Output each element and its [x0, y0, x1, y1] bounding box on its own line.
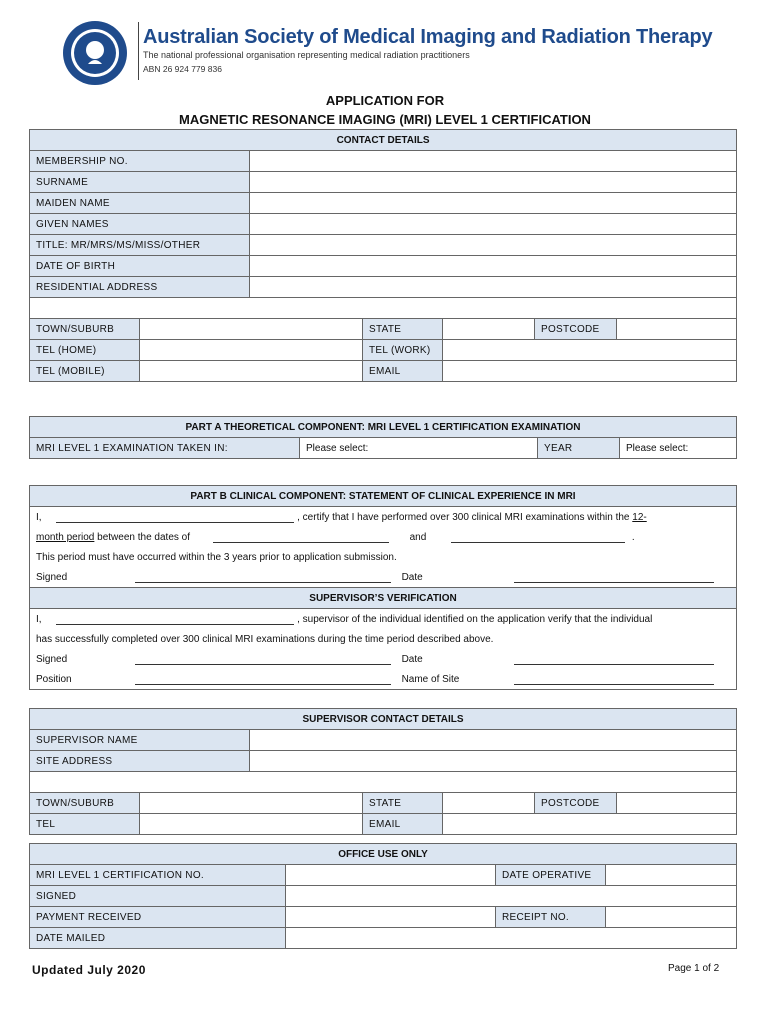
end-date-field[interactable]	[451, 531, 625, 543]
sup-email-label: EMAIL	[363, 814, 443, 835]
org-tagline: The national professional organisation representing medical radiation practitioners	[143, 50, 470, 60]
dob-label: DATE OF BIRTH	[30, 256, 250, 277]
tel-home-field[interactable]	[140, 340, 363, 361]
given-names-field[interactable]	[250, 214, 737, 235]
date-label: Date	[401, 572, 423, 583]
position-field[interactable]	[135, 673, 391, 685]
site-address-field[interactable]	[250, 751, 737, 772]
tel-work-label: TEL (WORK)	[363, 340, 443, 361]
surname-label: SURNAME	[30, 172, 250, 193]
and-text: and	[409, 532, 427, 543]
sup-postcode-label: POSTCODE	[535, 793, 617, 814]
year-label: YEAR	[538, 438, 620, 459]
maiden-name-field[interactable]	[250, 193, 737, 214]
address-field-line2[interactable]	[30, 298, 737, 319]
supervisor-signed-row	[30, 649, 737, 669]
completed-text: has successfully completed over 300 clinical MRI examinations during the time period described above.	[30, 629, 737, 649]
payment-label: PAYMENT RECEIVED	[30, 907, 286, 928]
town-field[interactable]	[140, 319, 363, 340]
office-use-table	[29, 843, 737, 949]
contact-details-table	[29, 129, 737, 382]
period-row: month period between the dates of and .	[30, 527, 737, 547]
postcode-field[interactable]	[617, 319, 737, 340]
verify-row	[30, 609, 737, 630]
given-names-label: GIVEN NAMES	[30, 214, 250, 235]
certify-text: , certify that I have performed over 300 clinical MRI examinations within the	[297, 512, 630, 523]
receipt-label: RECEIPT NO.	[496, 907, 606, 928]
office-signed-label: SIGNED	[30, 886, 286, 907]
surname-field[interactable]	[250, 172, 737, 193]
position-row	[30, 669, 737, 690]
site-name-field[interactable]	[514, 673, 714, 685]
address-field[interactable]	[250, 277, 737, 298]
town-label: TOWN/SUBURB	[30, 319, 140, 340]
address-label: RESIDENTIAL ADDRESS	[30, 277, 250, 298]
i-label: I,	[36, 512, 42, 523]
tel-mobile-label: TEL (MOBILE)	[30, 361, 140, 382]
sup-name-label: SUPERVISOR NAME	[30, 730, 250, 751]
dob-field[interactable]	[250, 256, 737, 277]
supervisor-name-line-field[interactable]	[56, 613, 294, 625]
supervisor-date-field[interactable]	[514, 653, 714, 665]
state-field[interactable]	[443, 319, 535, 340]
page-number: Page 1 of 2	[668, 963, 720, 974]
office-signed-field[interactable]	[286, 886, 737, 907]
form-title-line2: MAGNETIC RESONANCE IMAGING (MRI) LEVEL 1 CERTIFICATION	[179, 112, 591, 127]
date-operative-label: DATE OPERATIVE	[496, 865, 606, 886]
title-label: TITLE: MR/MRS/MS/MISS/OTHER	[30, 235, 250, 256]
maiden-name-label: MAIDEN NAME	[30, 193, 250, 214]
sup-i-label: I,	[36, 614, 42, 625]
org-name: Australian Society of Medical Imaging and Radiation Therapy	[143, 26, 713, 48]
header-divider	[138, 22, 139, 80]
supervisor-signature-field[interactable]	[135, 653, 391, 665]
part-b-table	[29, 485, 737, 690]
sup-postcode-field[interactable]	[617, 793, 737, 814]
date-mailed-label: DATE MAILED	[30, 928, 286, 949]
part-a-heading: PART A THEORETICAL COMPONENT: MRI LEVEL 1 CERTIFICATION EXAMINATION	[30, 417, 737, 438]
office-heading: OFFICE USE ONLY	[30, 844, 737, 865]
asmirt-logo	[62, 20, 128, 86]
applicant-name-field[interactable]	[56, 511, 294, 523]
sup-contact-heading: SUPERVISOR CONTACT DETAILS	[30, 709, 737, 730]
updated-date: Updated July 2020	[32, 963, 146, 977]
month-period-text: month period	[36, 532, 95, 543]
certify-row	[30, 507, 737, 528]
site-address-label: SITE ADDRESS	[30, 751, 250, 772]
site-address-field-line2[interactable]	[30, 772, 737, 793]
verify-text: , supervisor of the individual identified on the application verify that the individual	[297, 614, 653, 625]
email-field[interactable]	[443, 361, 737, 382]
twelve-text: 12-	[632, 512, 647, 523]
signed-label: Signed	[36, 572, 68, 583]
part-a-table	[29, 416, 737, 459]
applicant-signed-row	[30, 567, 737, 588]
cert-no-label: MRI LEVEL 1 CERTIFICATION NO.	[30, 865, 286, 886]
sup-email-field[interactable]	[443, 814, 737, 835]
contact-heading: CONTACT DETAILS	[30, 130, 737, 151]
tel-home-label: TEL (HOME)	[30, 340, 140, 361]
form-title-line1: APPLICATION FOR	[325, 93, 445, 108]
supervisor-heading: SUPERVISOR’S VERIFICATION	[30, 588, 737, 609]
sup-tel-field[interactable]	[140, 814, 363, 835]
sup-town-label: TOWN/SUBURB	[30, 793, 140, 814]
title-field[interactable]	[250, 235, 737, 256]
sup-tel-label: TEL	[30, 814, 140, 835]
part-b-heading: PART B CLINICAL COMPONENT: STATEMENT OF CLINICAL EXPERIENCE IN MRI	[30, 486, 737, 507]
abn: ABN 26 924 779 836	[143, 64, 222, 74]
between-text: between the dates of	[97, 532, 191, 543]
postcode-label: POSTCODE	[535, 319, 617, 340]
receipt-field[interactable]	[606, 907, 737, 928]
tel-mobile-field[interactable]	[140, 361, 363, 382]
sup-date-label: Date	[401, 654, 423, 665]
tel-work-field[interactable]	[443, 340, 737, 361]
date-mailed-field[interactable]	[286, 928, 737, 949]
applicant-signature-field[interactable]	[135, 571, 391, 583]
applicant-date-field[interactable]	[514, 571, 714, 583]
email-label: EMAIL	[363, 361, 443, 382]
date-operative-field[interactable]	[606, 865, 737, 886]
sup-signed-label: Signed	[36, 654, 68, 665]
cert-no-field[interactable]	[286, 865, 496, 886]
sup-name-field[interactable]	[250, 730, 737, 751]
supervisor-contact-table	[29, 708, 737, 835]
position-label: Position	[36, 674, 72, 685]
exam-location-select[interactable]: Please select:	[300, 438, 538, 459]
payment-field[interactable]	[286, 907, 496, 928]
state-label: STATE	[363, 319, 443, 340]
membership-field[interactable]	[250, 151, 737, 172]
exam-taken-label: MRI LEVEL 1 EXAMINATION TAKEN IN:	[30, 438, 300, 459]
year-select[interactable]: Please select:	[620, 438, 737, 459]
sup-state-label: STATE	[363, 793, 443, 814]
site-name-label: Name of Site	[401, 674, 460, 685]
sup-town-field[interactable]	[140, 793, 363, 814]
start-date-field[interactable]	[213, 531, 389, 543]
membership-label: MEMBERSHIP NO.	[30, 151, 250, 172]
sup-state-field[interactable]	[443, 793, 535, 814]
period-note: This period must have occurred within the 3 years prior to application submission.	[30, 547, 737, 567]
